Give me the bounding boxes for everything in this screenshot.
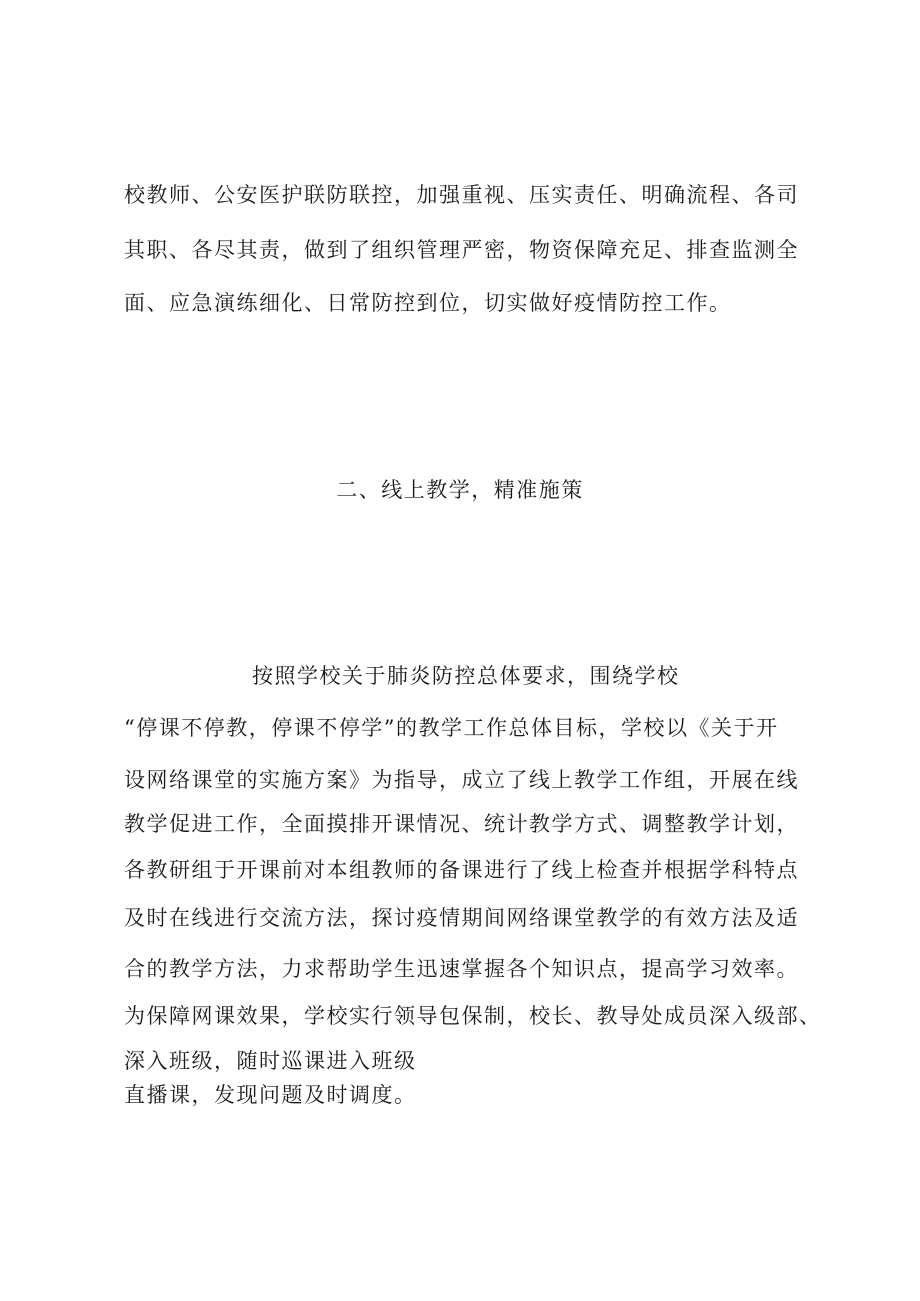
- paragraph-line: 设网络课堂的实施方案》为指导，成立了线上教学工作组，开展在线: [124, 768, 799, 792]
- paragraph-line: 深入班级，随时巡课进入班级: [124, 1049, 417, 1073]
- section-heading: 二、线上教学，精准施策: [336, 478, 584, 502]
- paragraph-line: 校教师、公安医护联防联控，加强重视、压实责任、明确流程、各司: [124, 183, 799, 207]
- paragraph-line: “停课不停教，停课不停学”的教学工作总体目标，学校以《关于开: [124, 716, 779, 740]
- paragraph-line: 直播课，发现问题及时调度。: [124, 1083, 417, 1107]
- paragraph-line: 各教研组于开课前对本组教师的备课进行了线上检查并根据学科特点: [124, 858, 799, 882]
- paragraph-line: 面、应急演练细化、日常防控到位，切实做好疫情防控工作。: [124, 291, 732, 315]
- paragraph-line: 其职、各尽其责，做到了组织管理严密，物资保障充足、排查监测全: [124, 238, 799, 262]
- paragraph-line: 合的教学方法，力求帮助学生迅速掌握各个知识点，提高学习效率。: [124, 957, 799, 981]
- paragraph-line: 及时在线进行交流方法，探讨疫情期间网络课堂教学的有效方法及适: [124, 906, 799, 930]
- paragraph-line: 教学促进工作，全面摸排开课情况、统计教学方式、调整教学计划，: [124, 812, 799, 836]
- paragraph-line: 为保障网课效果，学校实行领导包保制，校长、教导处成员深入级部、: [124, 1004, 822, 1028]
- paragraph-line: 按照学校关于肺炎防控总体要求，围绕学校: [252, 664, 680, 688]
